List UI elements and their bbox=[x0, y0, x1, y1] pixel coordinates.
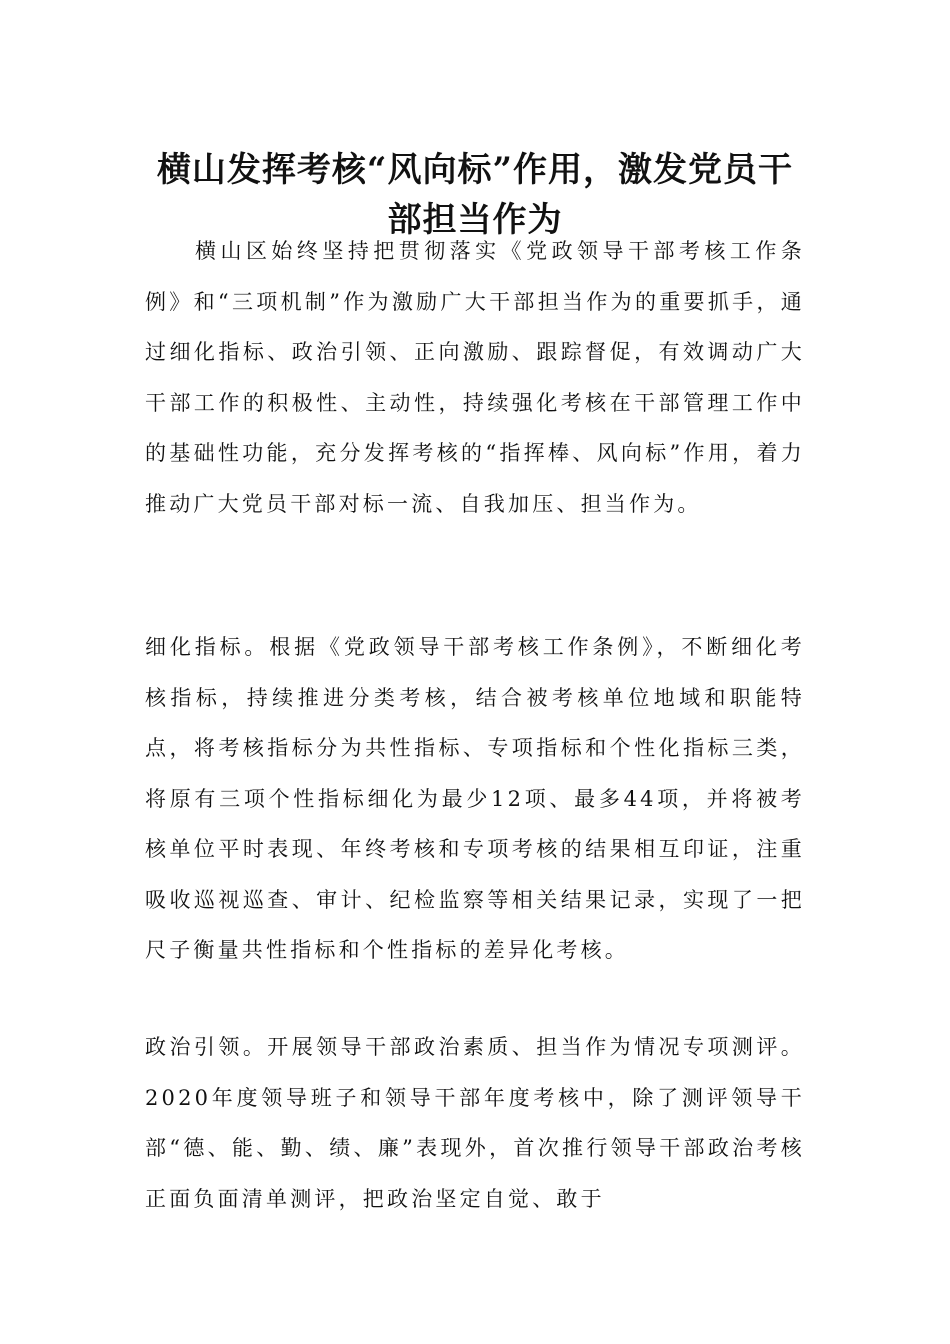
document-title: 横山发挥考核“风向标”作用，激发党员干部担当作为 bbox=[156, 149, 794, 240]
paragraph-detailed-indicators: 细化指标。根据《党政领导干部考核工作条例》，不断细化考核指标，持续推进分类考核，结合被考核单位地域和职能特点，将考核指标分为共性指标、专项指标和个性化指标三类，将原有三项个性指标细化为最少12项、最多44项，并将被考核单位平时表现、年终考核和专项考核的结果相互印证，注重吸收巡视巡查、审计、纪检监察等相关结果记录，实现了一把尺子衡量共性指标和个性指标的差异化考核。 bbox=[145, 635, 805, 962]
paragraph-intro: 横山区始终坚持把贯彻落实《党政领导干部考核工作条例》和“三项机制”作为激励广大干部担当作为的重要抓手，通过细化指标、政治引领、正向激励、跟踪督促，有效调动广大干部工作的积极性、主动性，持续强化考核在干部管理工作中的基础性功能，充分发挥考核的“指挥棒、风向标”作用，着力推动广大党员干部对标一流、自我加压、担当作为。 bbox=[145, 239, 805, 516]
paragraph-political-guidance: 政治引领。开展领导干部政治素质、担当作为情况专项测评。2020年度领导班子和领导干部年度考核中，除了测评领导干部“德、能、勤、绩、廉”表现外，首次推行领导干部政治考核正面负面清单测评，把政治坚定自觉、敢于 bbox=[145, 1035, 805, 1211]
